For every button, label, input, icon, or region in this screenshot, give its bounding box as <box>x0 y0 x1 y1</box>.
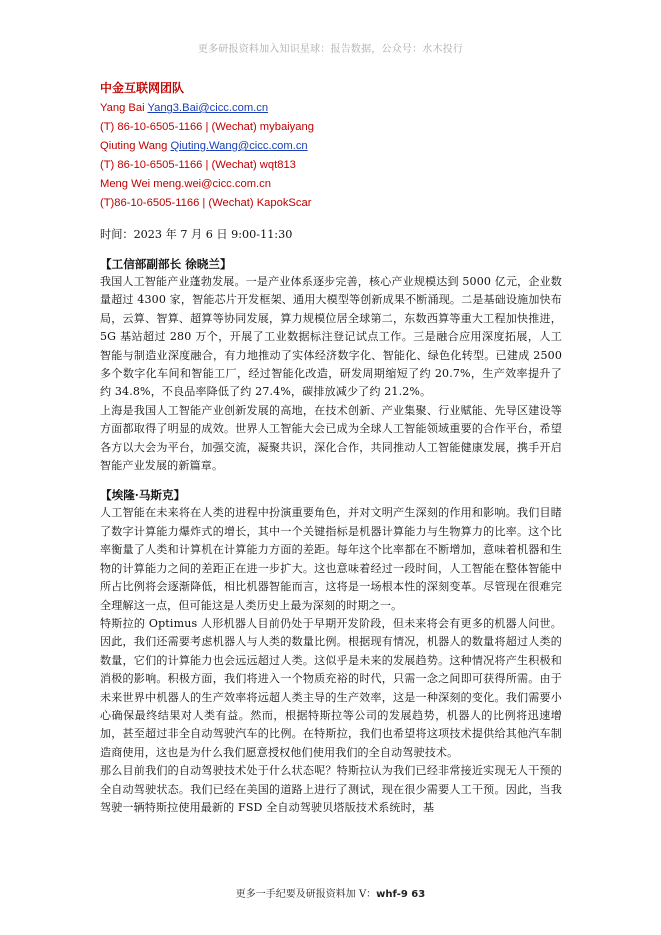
footer <box>0 885 661 900</box>
email-link[interactable]: Qiuting.Wang@cicc.com.cn <box>170 140 308 152</box>
contact-block <box>100 99 562 213</box>
section-elon-musk <box>100 487 562 817</box>
contact-name: Qiuting Wang <box>100 140 171 152</box>
paragraph: 那么目前我们的自动驾驶技术处于什么状态呢？特斯拉认为我们已经非常接近实现无人干预的全自动驾驶状态。我们已经在美国的道路上进行了测试，现在很少需要人工干预。因此，当我驾驶一辆特斯拉使用最新的 FSD 全自动驾驶贝塔版技术系统时，基 <box>100 764 562 814</box>
header-watermark: 更多研报资料加入知识星球：报告数据，公众号：水木投行 <box>197 44 464 55</box>
contact-line: Meng Wei meng.wei@cicc.com.cn <box>100 178 271 190</box>
paragraph: 特斯拉的 Optimus 人形机器人目前仍处于早期开发阶段，但未来将会有更多的机器人问世。因此，我们还需要考虑机器人与人类的数量比例。根据现有情况，机器人的数量将超过人类的数量，它们的计算能力也会远远超过人类。这似乎是未来的发展趋势。这种情况将产生积极和消极的影响。积极方面，我们将进入一个物质充裕的时代，只需一念之间即可获得所需。由于未来世界中机器人的生产效率将远超人类主导的生产效率，这是一种深刻的变化。我们需要小心确保最终结果对人类有益。然而，根据特斯拉等公司的发展趋势，机器人的比例将迅速增加，甚至超过非全自动驾驶汽车的比例。在特斯拉，我们也希望将这项技术提供给其他汽车制造商使用，这也是为什么我们愿意授权他们使用我们的全自动驾驶技术。 <box>100 616 562 759</box>
footer-contact: whf-9 63 <box>376 889 426 900</box>
meeting-time: 时间：2023 年 7 月 6 日 9:00-11:30 <box>100 228 293 241</box>
section-heading: 【埃隆·马斯克】 <box>100 488 186 503</box>
contact-line: (T) 86-10-6505-1166 | (Wechat) wqt813 <box>100 159 296 171</box>
footer-text: 更多一手纪要及研报资料加 V： <box>235 889 377 900</box>
document-body <box>100 78 562 817</box>
contact-line: (T) 86-10-6505-1166 | (Wechat) mybaiyang <box>100 121 314 133</box>
email-link[interactable]: Yang3.Bai@cicc.com.cn <box>147 102 269 114</box>
paragraph: 我国人工智能产业蓬勃发展。一是产业体系逐步完善，核心产业规模达到 5000 亿元，企业数量超过 4300 家，智能芯片开发框架、通用大模型等创新成果不断涌现。二是基础设施加快布局，云算、智算、超算等协同发展，算力规模位居全球第二，东数西算等重大工程加快推进，5G 基站超过 280 万个，开展了工业数据标注登记试点工作。三是融合应用深度拓展，人工智能与制造业深度融合，有力地推动了实体经济数字化、智能化、绿色化转型。已建成 2500 多个数字化车间和智能工厂，经过智能化改造，研发周期缩短了约 20.7%，生产效率提升了约 34.8%，不良品率降低了约 27.4%，碳排放减少了约 21.2%。 <box>100 275 562 399</box>
contact-line <box>100 99 562 118</box>
contact-name: Yang Bai <box>100 102 148 114</box>
contact-line <box>100 137 562 156</box>
paragraph: 上海是我国人工智能产业创新发展的高地，在技术创新、产业集聚、行业赋能、先导区建设等方面都取得了明显的成效。世界人工智能大会已成为全球人工智能领域重要的合作平台，希望各方以大会为平台，加强交流，凝聚共识，深化合作，共同推动人工智能健康发展，携手开启智能产业发展的新篇章。 <box>100 403 562 473</box>
section-heading: 【工信部副部长 徐晓兰】 <box>100 257 232 271</box>
paragraph: 人工智能在未来将在人类的进程中扮演重要角色，并对文明产生深刻的作用和影响。我们目睹了数字计算能力爆炸式的增长，其中一个关键指标是机器计算能力与生物算力的比率。这个比率衡量了人类和计算机在计算能力方面的差距。每年这个比率都在不断增加，意味着机器和生物的计算能力之间的差距正在进一步扩大。这也意味着经过一段时间，人工智能在整体智能中所占比例将会逐渐降低，相比机器智能而言，这将是一场根本性的深刻变革。尽管现在很难完全理解这一点，但可能这是人类历史上最为深刻的时期之一。 <box>100 506 562 612</box>
section-vice-minister <box>100 256 562 475</box>
contact-line: (T)86-10-6505-1166 | (Wechat) KapokScar <box>100 197 312 209</box>
team-title: 中金互联网团队 <box>100 81 185 95</box>
